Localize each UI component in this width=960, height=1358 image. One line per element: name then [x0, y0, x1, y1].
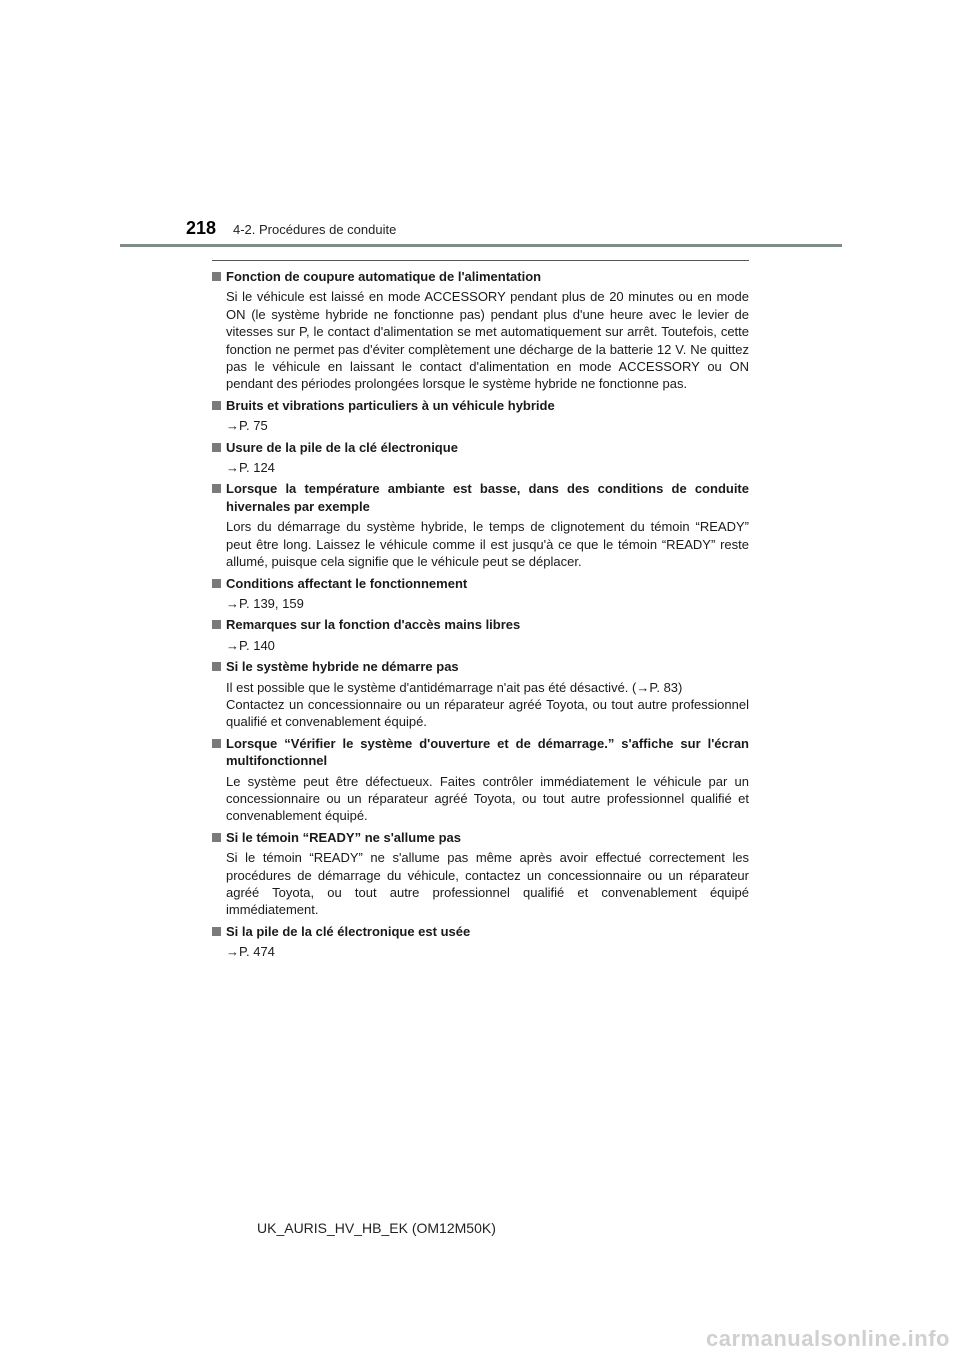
list-item [212, 658, 749, 731]
item-heading: Fonction de coupure automatique de l'alimentation [212, 268, 749, 285]
square-bullet-icon [212, 401, 221, 410]
content [212, 268, 749, 965]
item-paragraph: Le système peut être défectueux. Faites contrôler immédiatement le véhicule par un concessionnaire ou un réparateur agréé Toyota, ou tout autre professionnel qualifié et convenablement équipé. [226, 773, 749, 824]
item-paragraph: Lors du démarrage du système hybride, le temps de clignotement du témoin “READY” peut être long. Laissez le véhicule comme il est jusqu'à ce que le témoin “READY” reste allumé, puisque cela signifie que le véhicule peut se déplacer. [226, 519, 749, 570]
list-item [212, 268, 749, 393]
item-body [212, 595, 749, 612]
item-heading: Lorsque la température ambiante est basse, dans des conditions de conduite hivernales par exemple [212, 480, 749, 515]
item-body [212, 518, 749, 570]
item-paragraph: Si le véhicule est laissé en mode ACCESSORY pendant plus de 20 minutes ou en mode ON (le système hybride ne fonctionne pas) pendant plus d'une heure avec le levier de vitesses sur P, le contact d'alimentation se met automatiquement sur arrêt. Toutefois, cette fonction ne permet pas d'éviter complètement une décharge de la batterie 12 V. Ne quittez pas le véhicule en laissant le contact d'alimentation en mode ACCESSORY ou ON pendant des périodes prolongées lorsque le système hybride ne fonctionne pas. [226, 289, 749, 392]
item-heading: Remarques sur la fonction d'accès mains libres [212, 616, 749, 633]
item-body [212, 849, 749, 919]
list-item [212, 575, 749, 613]
list-item [212, 923, 749, 961]
header-rule [120, 244, 842, 247]
manual-code-footer: UK_AURIS_HV_HB_EK (OM12M50K) [257, 1220, 496, 1236]
list-item [212, 735, 749, 825]
item-heading: Si le témoin “READY” ne s'allume pas [212, 829, 749, 846]
list-item [212, 439, 749, 477]
item-body [212, 773, 749, 825]
page-reference-link[interactable]: →P. 139, 159 [226, 595, 304, 611]
square-bullet-icon [212, 927, 221, 936]
list-item [212, 616, 749, 654]
item-paragraph: Il est possible que le système d'antidémarrage n'ait pas été désactivé. (→P. 83) [226, 679, 683, 695]
square-bullet-icon [212, 484, 221, 493]
square-bullet-icon [212, 662, 221, 671]
square-bullet-icon [212, 620, 221, 629]
item-heading: Usure de la pile de la clé électronique [212, 439, 749, 456]
item-body [212, 459, 749, 476]
square-bullet-icon [212, 443, 221, 452]
item-heading: Si le système hybride ne démarre pas [212, 658, 749, 675]
content-rule [212, 260, 749, 261]
item-heading: Si la pile de la clé électronique est usée [212, 923, 749, 940]
item-body [212, 288, 749, 392]
page-reference-link[interactable]: →P. 124 [226, 460, 275, 476]
list-item [212, 397, 749, 435]
item-body [212, 943, 749, 960]
square-bullet-icon [212, 272, 221, 281]
item-body [212, 417, 749, 434]
page-number: 218 [186, 218, 217, 238]
section-title: 4-2. Procédures de conduite [233, 222, 397, 237]
square-bullet-icon [212, 579, 221, 588]
item-paragraph: Contactez un concessionnaire ou un réparateur agréé Toyota, ou tout autre professionnel qualifié et convenablement équipé. [226, 696, 749, 730]
page-reference-link[interactable]: →P. 474 [226, 944, 275, 960]
item-body [212, 637, 749, 654]
item-paragraph: Si le témoin “READY” ne s'allume pas même après avoir effectué correctement les procédures de démarrage du véhicule, contactez un concessionnaire ou un réparateur agréé Toyota, ou tout autre professionnel qualifié et convenablement équipé immédiatement. [226, 850, 749, 918]
page-reference-link[interactable]: →P. 140 [226, 637, 275, 653]
square-bullet-icon [212, 833, 221, 842]
item-heading: Lorsque “Vérifier le système d'ouverture et de démarrage.” s'affiche sur l'écran multifonctionnel [212, 735, 749, 770]
item-heading: Bruits et vibrations particuliers à un véhicule hybride [212, 397, 749, 414]
list-item [212, 480, 749, 570]
item-body [212, 679, 749, 731]
item-heading: Conditions affectant le fonctionnement [212, 575, 749, 592]
square-bullet-icon [212, 739, 221, 748]
list-item [212, 829, 749, 919]
watermark: carmanualsonline.info [706, 1326, 950, 1351]
page-reference-link[interactable]: →P. 75 [226, 418, 268, 434]
